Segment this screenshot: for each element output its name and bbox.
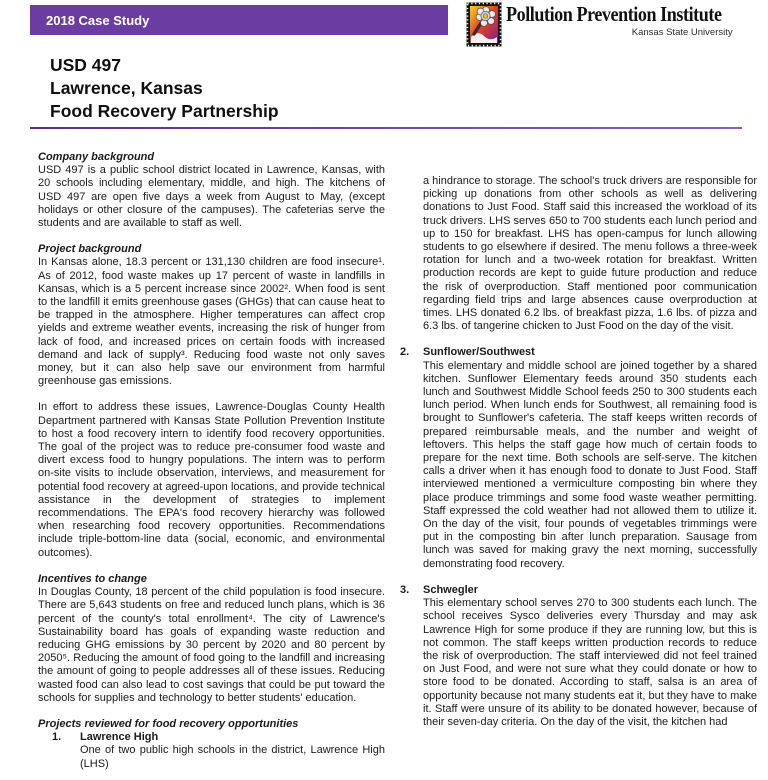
list-item-title: Schwegler [423, 583, 479, 596]
case-study-banner [30, 5, 448, 35]
section-heading-incentives: Incentives to change [38, 572, 147, 585]
ppi-logo [466, 2, 757, 47]
logo-subtitle: Kansas State University [631, 27, 733, 38]
list-item-body: This elementary and middle school are joined together by a shared kitchen. Sunflower Elementary feeds around 350 students each lunch and Southwest Middle School feeds 250 to 300 students each lunch period. When lunch ends for Southwest, all remaining food is brought to Sunflower's cafeteria. The staff keeps written records of prepared reimbursable meals, and the number and weight of leftovers. This helps the staff gage how much of certain foods to prepare for the next time. Both schools are self-serve. The kitchen calls a driver when it has enough food to donate to Just Food. Staff interviewed mentioned a vermiculture composting bin where they place produce trimmings and some food waste weather permitting. Staff expressed the cold weather had not allowed them to utilize it. On the day of the visit, four pounds of vegetables trimmings were put in the composting bin after lunch preparation. Sausage from lunch was saved for making gravy the next morning, successfully demonstrating food recovery. [423, 359, 757, 570]
title-line-2: Lawrence, Kansas [50, 78, 203, 98]
title-divider [30, 127, 742, 129]
section-heading-projects-reviewed: Projects reviewed for food recovery opportunities [38, 717, 299, 730]
paragraph: In Kansas alone, 18.3 percent or 131,130 children are food insecure¹. As of 2012, food waste makes up 17 percent of waste in landfills in Kansas, which is a 5 percent increase since 2002². When food is sent to the landfill it emits greenhouse gases (GHGs) that can cause heat to be trapped in the atmosphere. Higher temperatures can affect crop yields and extreme weather events, increasing the risk of hunger from lack of food, and increased prices on certain foods with increased demand and lack of supply³. Reducing food waste not only saves money, but it can also help save our environment from harmful greenhouse gas emissions. [38, 256, 385, 388]
title-line-1: USD 497 [50, 55, 122, 75]
left-column [38, 151, 385, 771]
right-column [400, 151, 757, 771]
logo-title: Pollution Prevention Institute [506, 2, 722, 26]
continuation-paragraph: a hindrance to storage. The school's truck drivers are responsible for picking up donations from other schools as well as delivering donations to Just Food. Staff said this increased the workload of its truck drivers. LHS serves 650 to 700 students each lunch period and up to 150 for breakfast. LHS has open-campus for lunch allowing students to go elsewhere if desired. The menu follows a three-week rotation for lunch and a two-week rotation for breakfast. Written production records are kept to guide future production and reduce the risk of overproduction. Staff mentioned poor communication regarding field trips and large absences cause overproduction at times. LHS donated 6.2 lbs. of breakfast pizza, 1.6 lbs. of pizza and 6.3 lbs. of tangerine chicken to Just Food on the day of the visit. [423, 175, 757, 333]
logo-text [506, 2, 757, 38]
page-title [50, 54, 279, 123]
list-item-number: 1. [52, 731, 62, 744]
paragraph: In Douglas County, 18 percent of the child population is food insecure. There are 5,643 students on free and reduced lunch plans, which is 36 percent of the county's total enrollment⁴. The city of Lawrence's Sustainability board has goals of expanding waste reduction and reducing GHG emissions by 30 percent by 2020 and 80 percent by 2050⁵. Reducing the amount of food going to the landfill and increasing the amount of going to people addresses all of these issues. Reducing wasted food can also lead to cost savings that could be put toward the schools for supplies and technology to better students' education. [38, 586, 385, 704]
list-item-body: This elementary school serves 270 to 300 students each lunch. The school receives Sysco deliveries every Thursday and may ask Lawrence High for some produce if they are running low, but this is not common. The staff keeps written production records to reduce the risk of overproduction. The staff interviewed did not feel trained on Just Food, and were not sure what they could donate or how to store food to be donated. According to staff, salsa is an area of opportunity because not many students eat it, but they have to make it. Staff were unsure of its ability to be donated however, because of their seven-day criteria. On the day of the visit, the kitchen had [423, 597, 757, 728]
list-item-number: 2. [400, 346, 410, 359]
paragraph: In effort to address these issues, Lawrence-Douglas County Health Department partnered with Kansas State Pollution Prevention Institute to host a food recovery intern to identify food recovery opportunities. The goal of the project was to reduce pre-consumer food waste and divert excess food to hungry populations. The intern was to perform on-site visits to include observation, interviews, and measurement for potential food recovery at agreed-upon locations, and provide technical assistance in the development of strategies to implement recommendations. The EPA's food recovery hierarchy was followed when researching food recovery opportunities. Recommendations include triple-bottom-line data (social, economic, and environmental outcomes). [38, 401, 385, 559]
list-item-content [423, 584, 757, 729]
section-heading-project-background: Project background [38, 243, 142, 256]
list-item-content [80, 731, 385, 771]
list-item-title: Sunflower/Southwest [423, 346, 535, 359]
list-item-body: One of two public high schools in the district, Lawrence High (LHS) [80, 744, 385, 770]
list-item-number: 3. [400, 583, 410, 596]
paragraph: USD 497 is a public school district located in Lawrence, Kansas, with 20 schools including elementary, middle, and high. The kitchens of USD 497 are open five days a week from August to May, (except holidays or other closure of the campuses). The cafeterias serve the students and are available to staff as well. [38, 164, 385, 230]
list-item-title: Lawrence High [80, 731, 159, 744]
section-heading-company-background: Company background [38, 151, 155, 163]
list-item-content [423, 346, 757, 570]
list-item-sunflower-southwest [400, 346, 757, 570]
stamp-sunflower-magnifier-icon [466, 2, 502, 47]
title-line-3: Food Recovery Partnership [50, 101, 279, 121]
body-columns [38, 151, 757, 771]
list-item-lawrence-high [52, 731, 385, 771]
list-item-schwegler [400, 584, 757, 729]
banner-label: 2018 Case Study [46, 12, 150, 28]
